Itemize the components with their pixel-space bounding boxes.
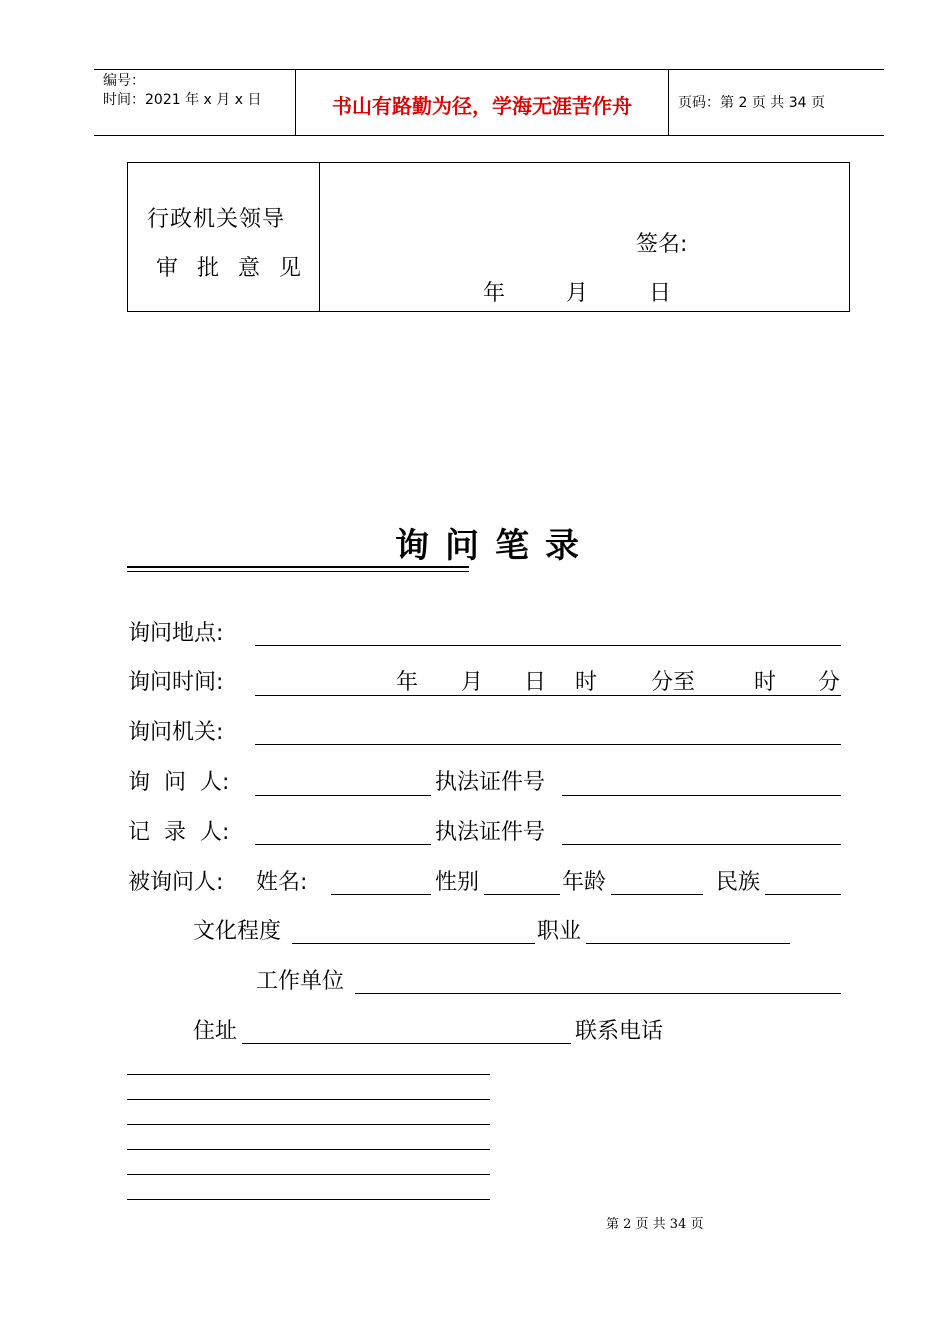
agency-label: 询问机关: xyxy=(128,720,224,745)
recorder-cert-label: 执法证件号 xyxy=(435,820,546,845)
time-unit-minute-to: 分至 xyxy=(651,670,696,695)
header-bottom-rule xyxy=(94,135,884,136)
occupation-field[interactable] xyxy=(586,943,790,944)
approval-signature: 签名: xyxy=(636,232,688,257)
subject-label: 被询问人: xyxy=(128,870,224,895)
time-unit-hour2: 时 xyxy=(754,670,777,695)
name-label: 姓名: xyxy=(256,870,308,895)
time-unit-hour: 时 xyxy=(575,670,598,695)
phone-field-line-4[interactable] xyxy=(127,1149,490,1150)
page-footer: 第 2 页 共 34 页 xyxy=(606,1217,704,1232)
age-field[interactable] xyxy=(611,894,703,895)
page-title: 询问笔录 xyxy=(395,526,595,566)
occupation-label: 职业 xyxy=(537,919,582,944)
agency-field[interactable] xyxy=(255,744,841,745)
workplace-label: 工作单位 xyxy=(256,969,345,994)
interrogator-label: 询 问 人: xyxy=(128,770,230,795)
interrogator-cert-label: 执法证件号 xyxy=(435,770,546,795)
education-field[interactable] xyxy=(292,943,535,944)
age-label: 年龄 xyxy=(562,870,607,895)
approval-label-line1: 行政机关领导 xyxy=(147,207,286,232)
approval-date: 年 月 日 xyxy=(483,281,681,306)
phone-field-line-5[interactable] xyxy=(127,1174,490,1175)
time-unit-day: 日 xyxy=(524,670,547,695)
header-motto: 书山有路勤为径，学海无涯苦作舟 xyxy=(332,94,632,118)
recorder-field[interactable] xyxy=(255,844,431,845)
phone-field-line-2[interactable] xyxy=(127,1099,490,1100)
time-unit-month: 月 xyxy=(461,670,484,695)
time-unit-minute2: 分 xyxy=(818,670,841,695)
approval-label-line2: 审 批 意 见 xyxy=(156,256,307,281)
phone-field-line-6[interactable] xyxy=(127,1199,490,1200)
phone-label: 联系电话 xyxy=(575,1019,664,1044)
place-field[interactable] xyxy=(255,645,841,646)
place-label: 询问地点: xyxy=(128,621,224,646)
address-label: 住址 xyxy=(193,1019,238,1044)
gender-field[interactable] xyxy=(484,894,560,895)
time-unit-year: 年 xyxy=(396,670,419,695)
recorder-cert-field[interactable] xyxy=(562,844,841,845)
address-field[interactable] xyxy=(242,1043,571,1044)
education-label: 文化程度 xyxy=(193,919,282,944)
interrogator-field[interactable] xyxy=(255,795,431,796)
name-field[interactable] xyxy=(331,894,431,895)
header-top-rule xyxy=(94,69,884,70)
serial-label: 编号： xyxy=(103,73,145,89)
phone-field-line-3[interactable] xyxy=(127,1124,490,1125)
approval-table-divider xyxy=(319,162,320,312)
date-label: 时间：2021 年 x 月 x 日 xyxy=(103,92,262,108)
ethnicity-field[interactable] xyxy=(765,894,841,895)
interrogator-cert-field[interactable] xyxy=(562,795,841,796)
gender-label: 性别 xyxy=(435,870,480,895)
title-double-rule xyxy=(127,566,469,572)
recorder-label: 记 录 人: xyxy=(128,820,230,845)
page-info: 页码：第 2 页 共 34 页 xyxy=(678,95,825,111)
header-divider-right xyxy=(668,69,669,136)
phone-field-line-1[interactable] xyxy=(127,1074,490,1075)
workplace-field[interactable] xyxy=(355,993,841,994)
time-label: 询问时间: xyxy=(128,670,224,695)
ethnicity-label: 民族 xyxy=(716,870,761,895)
